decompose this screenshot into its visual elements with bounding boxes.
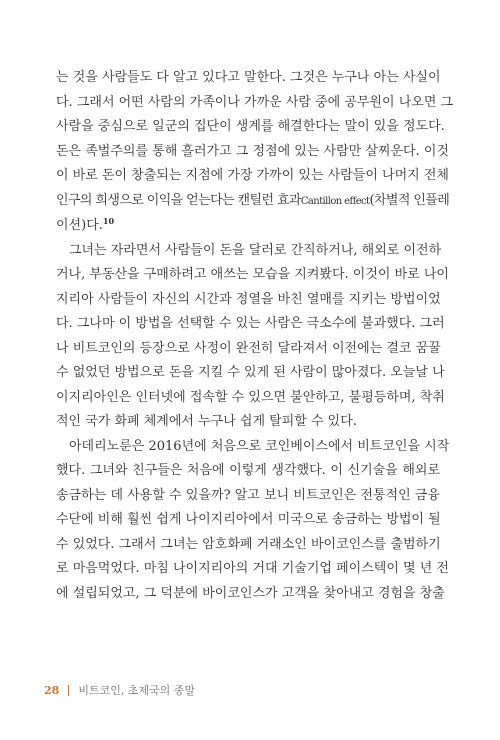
- text-line: 다. 그래서 어떤 사람의 가족이나 가까운 사람 중에 공무원이 나오면 그: [56, 94, 454, 110]
- text-line: 이 바로 돈이 창출되는 지점에 가장 가까이 있는 사람들이 나머지 전체: [56, 168, 449, 183]
- body-text: [56, 66, 454, 606]
- text-line: 나 비트코인의 등장으로 사정이 완전히 달라져서 이전에는 결코 꿈꿀: [56, 340, 441, 356]
- text-line: 했다. 그녀와 친구들은 처음에 이렇게 생각했다. 이 신기술을 해외로: [56, 463, 440, 478]
- term-english: Cantillon effect: [300, 195, 370, 207]
- text-line: 거나, 부동산을 구매하려고 애쓰는 모습을 지켜봤다. 이것이 바로 나이: [56, 267, 449, 282]
- text-line: 그녀는 자라면서 사람들이 돈을 달러로 간직하거나, 해외로 이전하: [69, 242, 442, 258]
- text-line: 수 없었던 방법으로 돈을 지킬 수 있게 된 사람이 많아졌다. 오늘날 나: [56, 365, 445, 380]
- text-line: 로 마음먹었다. 마침 나이지리아의 거대 기술기업 페이스텍이 몇 년 전: [56, 561, 449, 576]
- text-line: 에 설립되었고, 그 덕분에 바이코인스가 고객을 찾아내고 경험을 창출: [56, 585, 445, 601]
- text-line: 지리아 사람들이 자신의 시간과 정열을 바친 열매를 지키는 방법이었: [56, 291, 441, 307]
- text-line: [56, 189, 450, 215]
- paragraph-3: [56, 435, 450, 607]
- text-line: 는 것을 사람들도 다 알고 있다고 말한다. 그것은 누구나 아는 사실이: [56, 70, 441, 85]
- paragraph-1: [56, 66, 454, 239]
- text-line: 적인 국가 화폐 체계에서 누구나 쉽게 탈피할 수 있다.: [56, 414, 357, 429]
- text-line: 아데리노룬은 2016년에 처음으로 코인베이스에서 비트코인을 시작: [69, 438, 450, 454]
- book-title: 비트코인, 초제국의 종말: [78, 684, 196, 697]
- footer-divider: [68, 685, 69, 696]
- text-line: [56, 214, 440, 239]
- text-line: 돈은 족벌주의를 통해 흘러가고 그 정점에 있는 사람만 살찌운다. 이것: [56, 143, 449, 159]
- term-korean: (차별적 인플레: [369, 192, 450, 208]
- text-line: 수 있었다. 그래서 그녀는 암호화폐 거래소인 바이코인스를 출범하기: [56, 536, 441, 552]
- paragraph-2: [56, 239, 449, 435]
- text-segment: 인구의 희생으로 이익을 얻는다는 캔틸런 효과: [56, 192, 301, 208]
- page-number: 28: [44, 683, 60, 697]
- text-segment: 이션)다.: [56, 218, 103, 233]
- text-line: 사람을 중심으로 일군의 집단이 생계를 해결한다는 말이 있을 정도다.: [56, 119, 445, 134]
- text-line: 수단에 비해 훨씬 쉽게 나이지리아에서 미국으로 송금하는 방법이 될: [56, 512, 441, 527]
- footnote-marker[interactable]: 10: [102, 216, 115, 226]
- text-line: 송금하는 데 사용할 수 있을까? 알고 보니 비트코인은 전통적인 금융: [56, 487, 440, 503]
- page-footer: [44, 682, 195, 698]
- text-line: 다. 그나마 이 방법을 선택할 수 있는 사람은 극소수에 불과했다. 그러: [56, 316, 445, 331]
- text-line: 이지리아인은 인터넷에 접속할 수 있으면 불안하고, 불평등하며, 착취: [56, 389, 445, 405]
